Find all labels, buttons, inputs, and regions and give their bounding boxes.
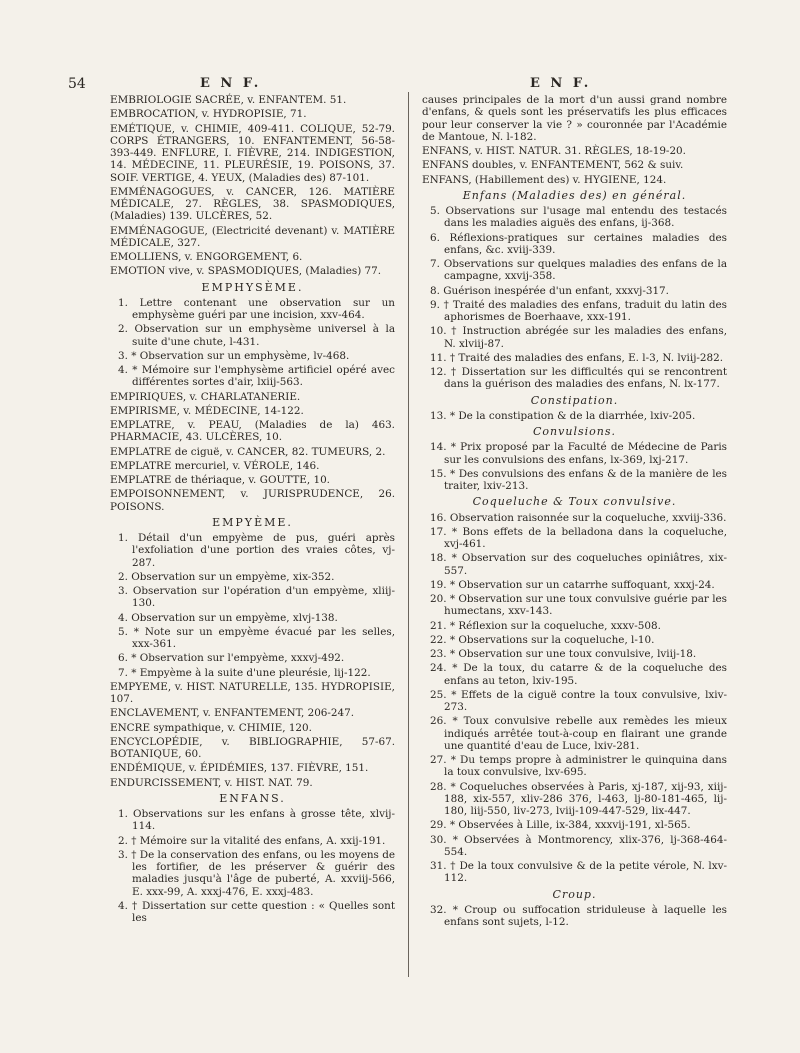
- entry-text: EMÉTIQUE, v. CHIMIE, 409-411. COLIQUE, 52-79. CORPS ÉTRANGERS, 10. ENFANTEMENT, 56-58-393-449. ENFLURE, I. FIÈVRE, 214. INDIGESTION, 14. MÉDECINE, 11. PLEURÉSIE, 19. POISONS, 37. SOIF. VERTIGE, 4. YEUX, (Maladies des) 87-101.: [110, 122, 395, 184]
- entry-text: EMPLATRE, v. PEAU, (Maladies de la) 463. PHARMACIE, 43. ULCÈRES, 10.: [110, 419, 395, 444]
- entry-text: † Dissertation sur cette question : « Quelles sont les: [131, 899, 396, 924]
- numbered-entry: [110, 585, 395, 610]
- entry-text: Observation sur l'opération d'un empyème, xliij-130.: [132, 585, 396, 610]
- entry-text: EMPYEME, v. HIST. NATURELLE, 135. HYDROPISIE, 107.: [110, 680, 395, 705]
- entry-text: EMPLATRE de ciguë, v. CANCER, 82. TUMEURS, 2.: [110, 445, 386, 458]
- section-heading: EMPYÈME.: [212, 515, 293, 529]
- numbered-entry: [422, 441, 727, 466]
- entry-text: * De la toux, du catarre & de la coqueluche des enfans au teton, lxiv-195.: [444, 662, 728, 687]
- entry-text: Observation raisonnée sur la coqueluche, xxviij-336.: [449, 511, 727, 524]
- numbered-entry: [110, 900, 395, 925]
- entry-number: 31.: [430, 860, 451, 872]
- numbered-entry: [110, 667, 395, 679]
- entry-text: * De la constipation & de la diarrhée, lxiv-205.: [449, 409, 696, 422]
- entry-text: * Observées à Lille, ix-384, xxxvij-191, xl-565.: [449, 819, 691, 832]
- index-entry: [110, 777, 395, 789]
- entry-number: 12.: [430, 366, 451, 378]
- entry-number: 7.: [430, 258, 444, 270]
- numbered-entry: [110, 808, 395, 833]
- entry-text: * Note sur un empyème évacué par les selles, xxx-361.: [132, 625, 395, 650]
- entry-number: 2.: [118, 834, 132, 847]
- entry-text: † Dissertation sur les difficultés qui se rencontrent dans la guérison des maladies des enfans, N. lx-177.: [444, 366, 728, 391]
- entry-text: ENFANS doubles, v. ENFANTEMENT, 562 & suiv.: [422, 159, 684, 172]
- numbered-entry: [422, 352, 727, 364]
- numbered-entry: [110, 323, 395, 348]
- entry-text: Observation sur un empyème, xlvj-138.: [131, 611, 338, 624]
- entry-text: Observation sur un emphysème universel à la suite d'une chute, l-431.: [132, 323, 396, 348]
- entry-number: 3.: [118, 349, 132, 362]
- entry-text: EMOLLIENS, v. ENGORGEMENT, 6.: [110, 251, 303, 263]
- numbered-entry: [422, 634, 727, 646]
- numbered-entry: [110, 849, 395, 898]
- entry-text: ENCRE sympathique, v. CHIMIE, 120.: [110, 721, 312, 734]
- index-entry: [110, 460, 395, 472]
- index-entry: [110, 707, 395, 719]
- entry-text: ENCYCLOPÉDIE, v. BIBLIOGRAPHIE, 57-67. BOTANIQUE, 60.: [110, 735, 395, 760]
- entry-text: causes principales de la mort d'un aussi grand nombre d'enfans, & quels sont les préservatifs les plus efficaces pour leur conserver la vie ? » couronnée par l'Académie de Mantoue, N. l-182.: [422, 94, 727, 143]
- entry-number: 19.: [430, 578, 450, 591]
- entry-text: † De la toux convulsive & de la petite vérole, N. lxv-112.: [444, 860, 727, 885]
- entry-number: 1.: [118, 532, 138, 544]
- index-entry: [110, 391, 395, 403]
- numbered-entry: [110, 612, 395, 624]
- right-column: [422, 94, 727, 930]
- index-entry: [110, 762, 395, 774]
- entry-text: * Mémoire sur l'emphysème artificiel opéré avec différentes sortes d'air, lxiij-563.: [132, 364, 396, 389]
- index-entry: [110, 405, 395, 417]
- entry-number: 26.: [430, 715, 453, 728]
- entry-number: 29.: [430, 819, 450, 832]
- entry-text: ENDURCISSEMENT, v. HIST. NAT. 79.: [110, 776, 313, 789]
- numbered-entry: [422, 410, 727, 422]
- entry-number: 2.: [118, 570, 132, 583]
- numbered-entry: [110, 626, 395, 651]
- entry-text: * Observation sur l'empyème, xxxvj-492.: [131, 652, 345, 665]
- numbered-entry: [422, 512, 727, 524]
- index-entry: [110, 251, 395, 263]
- entry-number: 15.: [430, 467, 451, 480]
- index-entry: [110, 186, 395, 223]
- entry-number: 20.: [430, 593, 450, 605]
- entry-number: 3.: [118, 585, 133, 597]
- numbered-entry: [422, 579, 727, 591]
- entry-number: 22.: [430, 633, 450, 646]
- entry-number: 21.: [430, 619, 450, 632]
- index-entry: [110, 736, 395, 761]
- page-number: 54: [68, 76, 86, 92]
- numbered-entry: [422, 299, 727, 324]
- entry-number: 27.: [430, 754, 451, 766]
- numbered-entry: [110, 532, 395, 569]
- entry-text: * Observées à Montmorency, xlix-376, lj-368-464-554.: [444, 833, 728, 858]
- entry-text: * Des convulsions des enfans & de la manière de les traiter, lxiv-213.: [444, 467, 727, 492]
- entry-text: † Traité des maladies des enfans, traduit du latin des aphorismes de Boerhaave, xxx-191.: [443, 298, 727, 323]
- numbered-entry: [422, 860, 727, 885]
- entry-text: EMBROCATION, v. HYDROPISIE, 71.: [110, 108, 307, 121]
- numbered-entry: [110, 835, 395, 847]
- entry-text: Réflexions-pratiques sur certaines maladies des enfans, &c. xviij-339.: [444, 231, 728, 256]
- entry-text: * Observation sur une toux convulsive, lviij-18.: [449, 648, 697, 660]
- numbered-entry: [110, 364, 395, 389]
- entry-text: EMMÉNAGOGUES, v. CANCER, 126. MATIÈRE MÉDICALE, 27. RÈGLES, 38. SPASMODIQUES, (Maladies) 139. ULCÈRES, 52.: [110, 185, 395, 223]
- entry-number: 4.: [118, 611, 132, 624]
- numbered-entry: [422, 904, 727, 929]
- numbered-entry: [422, 366, 727, 391]
- entry-number: 7.: [118, 666, 132, 679]
- numbered-entry: [422, 834, 727, 859]
- entry-text: EMOTION vive, v. SPASMODIQUES, (Maladies) 77.: [110, 265, 382, 278]
- entry-number: 9.: [430, 298, 444, 311]
- entry-number: 10.: [430, 325, 452, 338]
- numbered-entry: [422, 468, 727, 493]
- column-rule: [408, 92, 409, 977]
- numbered-entry: [422, 689, 727, 714]
- section-heading: ENFANS.: [219, 791, 286, 805]
- entry-number: 28.: [430, 780, 451, 793]
- entry-text: * Coqueluches observées à Paris, xj-187, xij-93, xiij-188, xix-557, xliv-286 376, l-463, lj-80-181-465, lij-180, liij-550, liv-273, lviij-109-447-529, lix-447.: [444, 780, 728, 817]
- entry-number: 6.: [118, 652, 132, 665]
- numbered-entry: [422, 526, 727, 551]
- entry-number: 24.: [430, 662, 453, 675]
- entry-text: Observations sur quelques maladies des enfans de la campagne, xxvij-358.: [443, 258, 728, 283]
- numbered-entry: [422, 552, 727, 577]
- running-head-left: E N F.: [200, 76, 262, 91]
- entry-text: ENDÉMIQUE, v. ÉPIDÉMIES, 137. FIÈVRE, 151.: [110, 762, 369, 775]
- entry-text: † De la conservation des enfans, ou les moyens de les fortifier, de les préserver & guérir des maladies jusqu'à l'âge de puberté, A. xxviij-566, E. xxx-99, A. xxxj-476, E. xxxj-483.: [131, 848, 395, 898]
- numbered-entry: [110, 297, 395, 322]
- left-column: [110, 94, 395, 926]
- entry-text: * Toux convulsive rebelle aux remèdes les mieux indiqués arrêtée tout-à-coup en flairant une grande une quantité d'eau de Luce, lxiv-281.: [444, 715, 728, 752]
- numbered-entry: [422, 232, 727, 257]
- index-entry: [110, 488, 395, 513]
- numbered-entry: [422, 593, 727, 618]
- entry-text: Observation sur un empyème, xix-352.: [131, 570, 335, 583]
- entry-number: 2.: [118, 323, 135, 336]
- index-entry: [422, 159, 727, 171]
- entry-text: Observations sur les enfans à grosse tête, xlvij-114.: [132, 808, 396, 833]
- numbered-entry: [110, 571, 395, 583]
- numbered-entry: [422, 620, 727, 632]
- entry-text: Observations sur l'usage mal entendu des testacés dans les maladies aiguës des enfans, ij-368.: [444, 205, 727, 230]
- entry-number: 25.: [430, 688, 452, 701]
- numbered-entry: [422, 325, 727, 350]
- index-entry: [422, 145, 727, 157]
- entry-number: 8.: [430, 284, 444, 297]
- index-entry: [110, 123, 395, 184]
- entry-number: 1.: [118, 296, 140, 309]
- entry-number: 3.: [118, 848, 132, 861]
- section-heading: Croup.: [552, 887, 597, 901]
- entry-text: * Croup ou suffocation striduleuse à laquelle les enfans sont sujets, l-12.: [444, 903, 728, 928]
- entry-text: † Mémoire sur la vitalité des enfans, A. xxij-191.: [131, 834, 386, 847]
- entry-text: * Observation sur un catarrhe suffoquant, xxxj-24.: [449, 578, 715, 591]
- entry-number: 11.: [430, 351, 450, 364]
- index-entry: [422, 174, 727, 186]
- numbered-entry: [422, 715, 727, 752]
- entry-number: 6.: [430, 231, 450, 244]
- section-heading: Convulsions.: [533, 425, 616, 438]
- entry-text: * Observation sur un emphysème, lv-468.: [131, 349, 350, 362]
- section-heading: Coqueluche & Toux convulsive.: [472, 495, 677, 509]
- entry-number: 5.: [118, 625, 134, 638]
- numbered-entry: [422, 662, 727, 687]
- entry-text: EMPLATRE de thériaque, v. GOUTTE, 10.: [110, 474, 330, 486]
- numbered-entry: [422, 205, 727, 230]
- numbered-entry: [422, 819, 727, 831]
- entry-text: EMBRIOLOGIE SACRÉE, v. ENFANTEM. 51.: [110, 94, 347, 106]
- entry-text: EMPIRISME, v. MÉDECINE, 14-122.: [110, 404, 304, 417]
- section-heading: Constipation.: [530, 393, 619, 407]
- entry-text: * Réflexion sur la coqueluche, xxxv-508.: [449, 619, 661, 632]
- entry-number: 30.: [430, 833, 453, 846]
- numbered-entry: [422, 258, 727, 283]
- index-entry: [110, 681, 395, 706]
- entry-text: Guérison inespérée d'un enfant, xxxvj-317.: [443, 284, 669, 297]
- entry-text: * Observation sur des coqueluches opiniâtres, xix-557.: [444, 552, 727, 577]
- entry-text: Détail d'un empyème de pus, guéri après l'exfoliation d'une portion des vraies côtes, vj-287.: [132, 532, 395, 569]
- entry-number: 16.: [430, 511, 450, 524]
- entry-text: Lettre contenant une observation sur un emphysème guéri par une incision, xxv-464.: [132, 296, 396, 321]
- entry-text: * Bons effets de la belladona dans la coqueluche, xvj-461.: [444, 525, 727, 550]
- numbered-entry: [110, 350, 395, 362]
- numbered-entry: [422, 781, 727, 818]
- entry-number: 14.: [430, 441, 451, 454]
- section-heading: EMPHYSÈME.: [201, 280, 304, 294]
- entry-text: EMPOISONNEMENT, v. JURISPRUDENCE, 26. POISONS.: [110, 488, 395, 513]
- entry-text: † Instruction abrégée sur les maladies des enfans, N. xlviij-87.: [444, 325, 728, 350]
- running-head-right: E N F.: [530, 76, 592, 91]
- index-entry: [422, 94, 727, 143]
- numbered-entry: [110, 652, 395, 664]
- entry-number: 4.: [118, 899, 132, 912]
- entry-text: * Empyème à la suite d'une pleurésie, lij-122.: [131, 666, 371, 679]
- entry-text: * Effets de la ciguë contre la toux convulsive, lxiv-273.: [444, 688, 727, 713]
- numbered-entry: [422, 285, 727, 297]
- entry-text: EMPIRIQUES, v. CHARLATANERIE.: [110, 390, 301, 403]
- entry-number: 5.: [430, 205, 446, 217]
- entry-text: * Observation sur une toux convulsive guérie par les humectans, xxv-143.: [444, 593, 728, 618]
- index-entry: [110, 265, 395, 277]
- entry-text: ENCLAVEMENT, v. ENFANTEMENT, 206-247.: [110, 707, 355, 720]
- entry-number: 18.: [430, 552, 452, 565]
- entry-text: † Traité des maladies des enfans, E. l-3, N. lviij-282.: [449, 351, 724, 364]
- section-heading: Enfans (Maladies des) en général.: [462, 188, 687, 202]
- entry-text: ENFANS, (Habillement des) v. HYGIENE, 124.: [422, 173, 667, 186]
- numbered-entry: [422, 754, 727, 779]
- entry-text: * Observations sur la coqueluche, l-10.: [449, 633, 655, 646]
- entry-number: 23.: [430, 648, 450, 660]
- index-entry: [110, 446, 395, 458]
- index-entry: [110, 474, 395, 486]
- entry-text: EMMÉNAGOGUE, (Electricité devenant) v. MATIÈRE MÉDICALE, 327.: [110, 224, 395, 249]
- index-entry: [110, 108, 395, 120]
- index-entry: [110, 225, 395, 250]
- numbered-entry: [422, 648, 727, 660]
- entry-number: 17.: [430, 525, 452, 538]
- entry-number: 32.: [430, 903, 453, 916]
- entry-text: EMPLATRE mercuriel, v. VÉROLE, 146.: [110, 459, 320, 472]
- index-entry: [110, 722, 395, 734]
- entry-number: 13.: [430, 409, 450, 422]
- index-entry: [110, 94, 395, 106]
- entry-number: 4.: [118, 364, 133, 376]
- entry-text: ENFANS, v. HIST. NATUR. 31. RÈGLES, 18-19-20.: [422, 145, 686, 157]
- entry-text: * Prix proposé par la Faculté de Médecine de Paris sur les convulsions des enfans, lx-369, lxj-217.: [444, 441, 728, 466]
- entry-text: * Du temps propre à administrer le quinquina dans la toux convulsive, lxv-695.: [444, 754, 728, 779]
- index-entry: [110, 419, 395, 444]
- entry-number: 1.: [118, 808, 134, 820]
